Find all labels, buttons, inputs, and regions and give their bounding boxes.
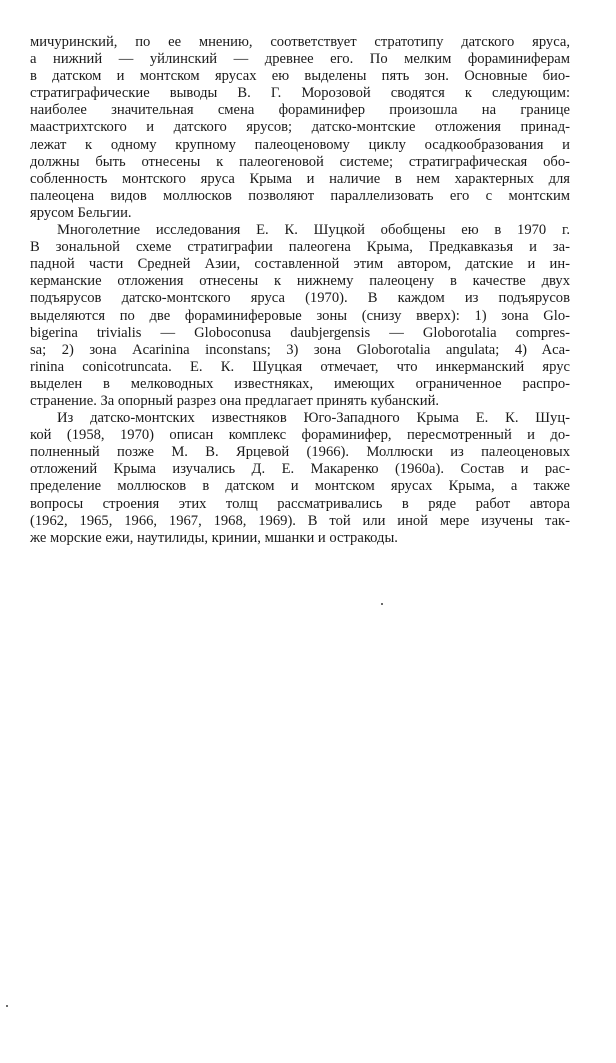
- text-line: палеоцена видов моллюсков позволяют параллелизовать его с монтским: [30, 187, 570, 204]
- text-line: а нижний — уйлинский — древнее его. По мелким фораминиферам: [30, 51, 570, 68]
- scan-speck: [6, 1005, 8, 1007]
- text-line: отложений Крыма изучались Д. Е. Макаренко (1960а). Состав и рас-: [30, 461, 570, 478]
- text-line: должны быть отнесены к палеогеновой системе; стратиграфическая обо-: [30, 153, 570, 170]
- text-line: же морские ежи, наутилиды, кринии, мшанки и остракоды.: [30, 529, 398, 546]
- text-line: керманские отложения отнесены к нижнему палеоцену в качестве двух: [30, 273, 570, 290]
- text-line: падной части Средней Азии, составленной этим автором, датские и ин-: [30, 256, 570, 273]
- text-line: кой (1958, 1970) описан комплекс фораминифер, пересмотренный и до-: [30, 427, 570, 444]
- text-line: выделен в мелководных известняках, имеющих ограниченное распро-: [30, 375, 570, 392]
- text-line: В зональной схеме стратиграфии палеогена Крыма, Предкавказья и за-: [30, 239, 570, 256]
- paragraph: [30, 222, 570, 410]
- text-line: пределение моллюсков в датском и монтском ярусах Крыма, а также: [30, 478, 570, 495]
- text-line: мичуринский, по ее мнению, соответствует стратотипу датского яруса,: [30, 34, 570, 50]
- text-line: маастрихтского и датского ярусов; датско-монтские отложения принад-: [30, 119, 570, 136]
- text-line: (1962, 1965, 1966, 1967, 1968, 1969). В той или иной мере изучены так-: [30, 512, 570, 529]
- text-line: Многолетние исследования Е. К. Шуцкой обобщены ею в 1970 г.: [57, 222, 570, 239]
- paragraph: [30, 34, 570, 222]
- text-line: наиболее значительная смена фораминифер произошла на границе: [30, 102, 570, 119]
- text-line: sa; 2) зона Acarinina inconstans; 3) зона Globorotalia angulata; 4) Aca-: [30, 341, 570, 358]
- text-line: выделяются по две фораминиферовые зоны (снизу вверх): 1) зона Glo-: [30, 307, 570, 324]
- text-line: собленность монтского яруса Крыма и наличие в нем характерных для: [30, 170, 570, 187]
- text-line: ярусом Бельгии.: [30, 204, 132, 221]
- text-line: лежат к одному крупному палеоценовому циклу осадкообразования и: [30, 136, 570, 153]
- text-line: в датском и монтском ярусах ею выделены пять зон. Основные био-: [30, 68, 570, 85]
- scan-speck: [381, 603, 383, 605]
- text-line: полненный позже М. В. Ярцевой (1966). Моллюски из палеоценовых: [30, 444, 570, 461]
- text-line: подъярусов датско-монтского яруса (1970). В каждом из подъярусов: [30, 290, 570, 307]
- text-line: стратиграфические выводы В. Г. Морозовой сводятся к следующим:: [30, 85, 570, 102]
- text-line: bigerina trivialis — Globoconusa daubjergensis — Globorotalia compres-: [30, 324, 570, 341]
- document-body: [30, 34, 570, 547]
- paragraph: [30, 410, 570, 547]
- text-line: вопросы строения этих толщ рассматривались в ряде работ автора: [30, 495, 570, 512]
- text-line: странение. За опорный разрез она предлагает принять кубанский.: [30, 392, 440, 409]
- text-line: rinina conicotruncata. Е. К. Шуцкая отмечает, что инкерманский ярус: [30, 358, 570, 375]
- text-line: Из датско-монтских известняков Юго-Западного Крыма Е. К. Шуц-: [57, 410, 570, 427]
